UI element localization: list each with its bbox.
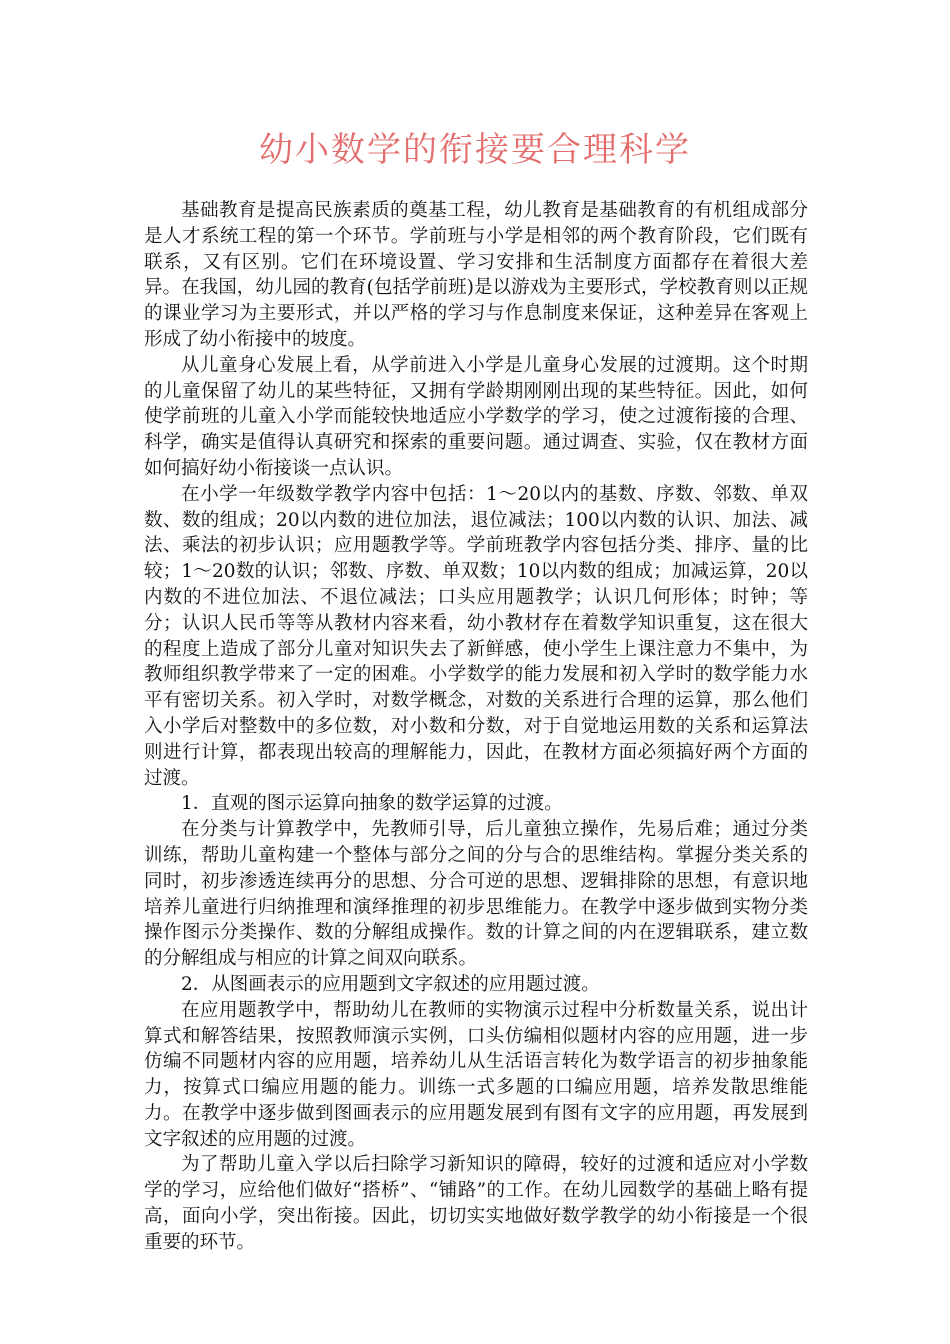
paragraph: 从儿童身心发展上看，从学前进入小学是儿童身心发展的过渡期。这个时期的儿童保留了幼儿的某些特征，又拥有学龄期刚刚出现的某些特征。因此，如何使学前班的儿童入小学而能较快地适应小学数学的学习，使之过渡衔接的合理、科学，确实是值得认真研究和探索的重要问题。通过调查、实验，仅在教材方面如何搞好幼小衔接谈一点认识。 xyxy=(144,354,808,479)
paragraph: 在分类与计算教学中，先教师引导，后儿童独立操作，先易后难；通过分类训练，帮助儿童构建一个整体与部分之间的分与合的思维结构。掌握分类关系的同时，初步渗透连续再分的思想、分合可逆的思想、逻辑排除的思想，有意识地培养儿童进行归纳推理和演绎推理的初步思维能力。在教学中逐步做到实物分类操作图示分类操作、数的分解组成操作。数的计算之间的内在逻辑联系，建立数的分解组成与相应的计算之间双向联系。 xyxy=(144,819,808,970)
paragraph: 在应用题教学中，帮助幼儿在教师的实物演示过程中分析数量关系，说出计算式和解答结果，按照教师演示实例，口头仿编相似题材内容的应用题，进一步仿编不同题材内容的应用题，培养幼儿从生活语言转化为数学语言的初步抽象能力，按算式口编应用题的能力。训练一式多题的口编应用题，培养发散思维能力。在教学中逐步做到图画表示的应用题发展到有图有文字的应用题，再发展到文字叙述的应用题的过渡。 xyxy=(144,999,808,1150)
section-heading: 2．从图画表示的应用题到文字叙述的应用题过渡。 xyxy=(181,973,600,995)
paragraph: 基础教育是提高民族素质的奠基工程，幼儿教育是基础教育的有机组成部分是人才系统工程的第一个环节。学前班与小学是相邻的两个教育阶段，它们既有联系，又有区别。它们在环境设置、学习安排和生活制度方面都存在着很大差异。在我国，幼儿园的教育(包括学前班)是以游戏为主要形式，学校教育则以正规的课业学习为主要形式，并以严格的学习与作息制度来保证，这种差异在客观上形成了幼小衔接中的坡度。 xyxy=(144,200,808,350)
paragraph: 在小学一年级数学教学内容中包括：1～20以内的基数、序数、邻数、单双数、数的组成；20以内数的进位加法，退位减法；100以内数的认识、加法、减法、乘法的初步认识；应用题教学等。学前班教学内容包括分类、排序、量的比较；1～20数的认识；邻数、序数、单双数；10以内数的组成；加减运算，20以内数的不进位加法、不退位减法；口头应用题教学；认识几何形体；时钟；等分；认识人民币等等从教材内容来看，幼小教材存在着数学知识重复，这在很大的程度上造成了部分儿童对知识失去了新鲜感，使小学生上课注意力不集中，为教师组织教学带来了一定的困难。小学数学的能力发展和初入学时的数学能力水平有密切关系。初入学时，对数学概念，对数的关系进行合理的运算，那么他们入小学后对整数中的多位数，对小数和分数，对于自觉地运用数的关系和运算法则进行计算，都表现出较高的理解能力，因此，在教材方面必须搞好两个方面的过渡。 xyxy=(144,483,808,789)
document-body xyxy=(144,198,808,1256)
paragraph: 为了帮助儿童入学以后扫除学习新知识的障碍，较好的过渡和适应对小学数学的学习，应给他们做好“搭桥”、“铺路”的工作。在幼儿园数学的基础上略有提高，面向小学，突出衔接。因此，切切实实地做好数学教学的幼小衔接是一个很重要的环节。 xyxy=(144,1154,808,1253)
document-title: 幼小数学的衔接要合理科学 xyxy=(259,130,691,170)
section-heading: 1．直观的图示运算向抽象的数学运算的过渡。 xyxy=(181,793,563,815)
